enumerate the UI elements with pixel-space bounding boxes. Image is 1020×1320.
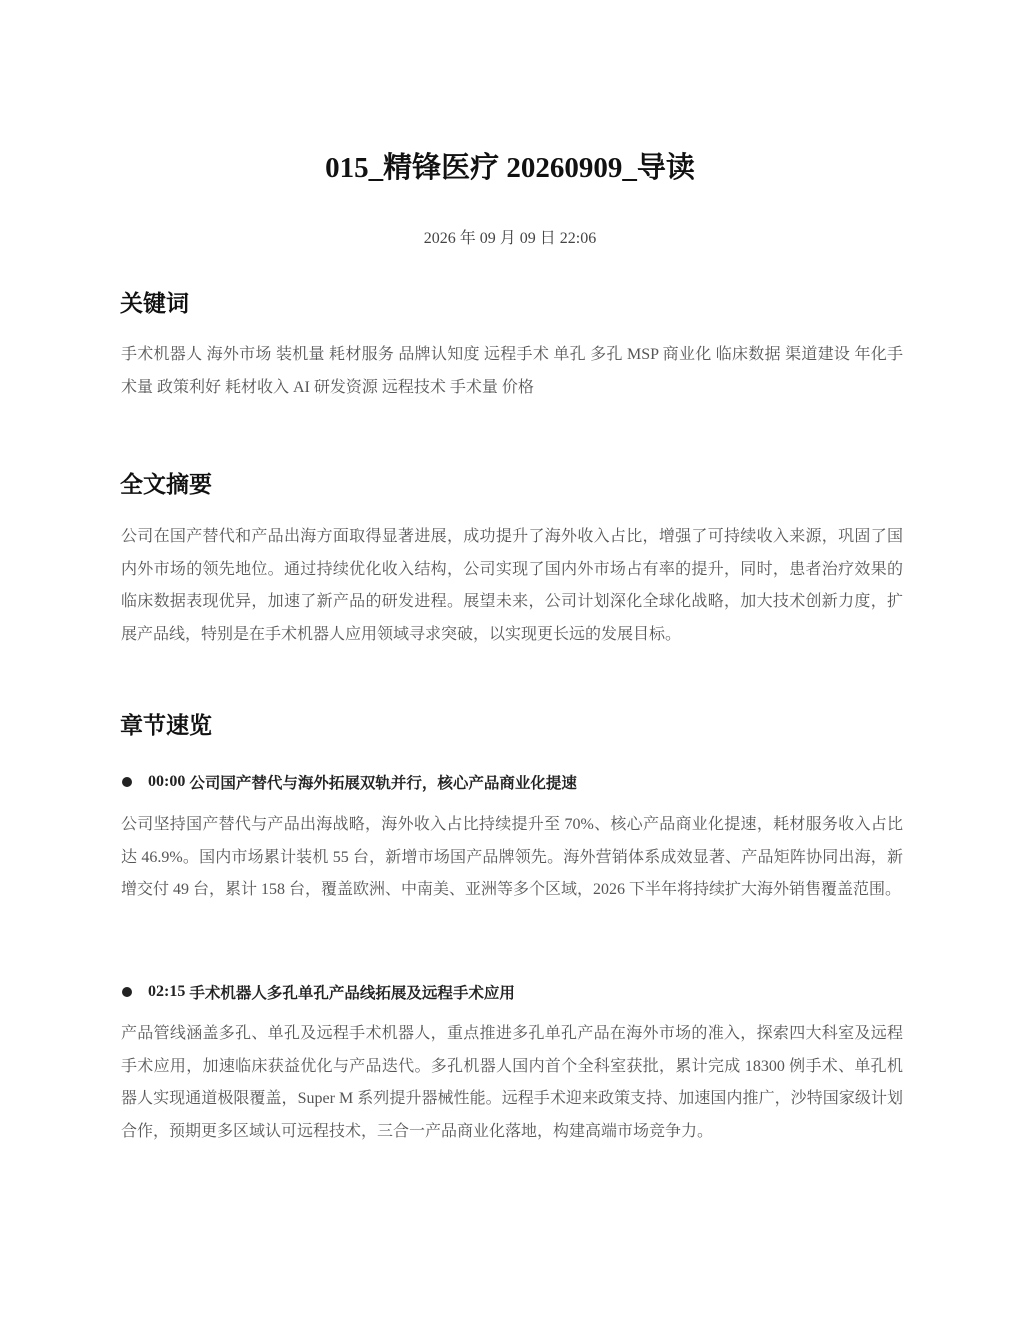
summary-heading: 全文摘要: [120, 472, 212, 498]
chapter-text: 产品管线涵盖多孔、单孔及远程手术机器人，重点推进多孔单孔产品在海外市场的准入，探索四大科室及远程手术应用，加速临床获益优化与产品迭代。多孔机器人国内首个全科室获批，累计完成 18300 例手术、单孔机器人实现通道极限覆盖，Super M 系列提升器械性能。远程手术迎来政策支持、加速国内推广，沙特国家级计划合作，预期更多区域认可远程技术，三合一产品商业化落地，构建高端市场竞争力。: [121, 1025, 903, 1140]
document-date: 2026 年 09 月 09 日 22:06: [423, 230, 597, 247]
chapters-heading: 章节速览: [120, 713, 212, 739]
chapter-timestamp: 02:15: [148, 983, 186, 1000]
chapter-timestamp: 00:00: [148, 773, 186, 790]
chapter-title: 手术机器人多孔单孔产品线拓展及远程手术应用: [189, 984, 515, 1002]
summary-text: 公司在国产替代和产品出海方面取得显著进展，成功提升了海外收入占比，增强了可持续收入来源，巩固了国内外市场的领先地位。通过持续优化收入结构，公司实现了国内外市场占有率的提升，同时，患者治疗效果的临床数据表现优异，加速了新产品的研发进程。展望未来，公司计划深化全球化战略，加大技术创新力度，扩展产品线，特别是在手术机器人应用领域寻求突破，以实现更长远的发展目标。: [121, 528, 903, 643]
bullet-icon: [122, 777, 132, 787]
chapter-title: 公司国产替代与海外拓展双轨并行，核心产品商业化提速: [189, 774, 577, 792]
keywords-text: 手术机器人 海外市场 装机量 耗材服务 品牌认知度 远程手术 单孔 多孔 MSP 商业化 临床数据 渠道建设 年化手术量 政策利好 耗材收入 AI 研发资源 远程技术 手术量 价格: [121, 346, 903, 396]
chapter-text: 公司坚持国产替代与产品出海战略，海外收入占比持续提升至 70%、核心产品商业化提速，耗材服务收入占比达 46.9%。国内市场累计装机 55 台，新增市场国产品牌领先。海外营销体系成效显著、产品矩阵协同出海，新增交付 49 台，累计 158 台，覆盖欧洲、中南美、亚洲等多个区域，2026 下半年将持续扩大海外销售覆盖范围。: [121, 816, 903, 898]
keywords-heading: 关键词: [120, 291, 189, 317]
chapter-item-title-row: [120, 769, 900, 795]
document-title: 015_精锋医疗 20260909_导读: [325, 152, 695, 184]
chapter-item-title-row: [120, 979, 900, 1005]
bullet-icon: [122, 987, 132, 997]
